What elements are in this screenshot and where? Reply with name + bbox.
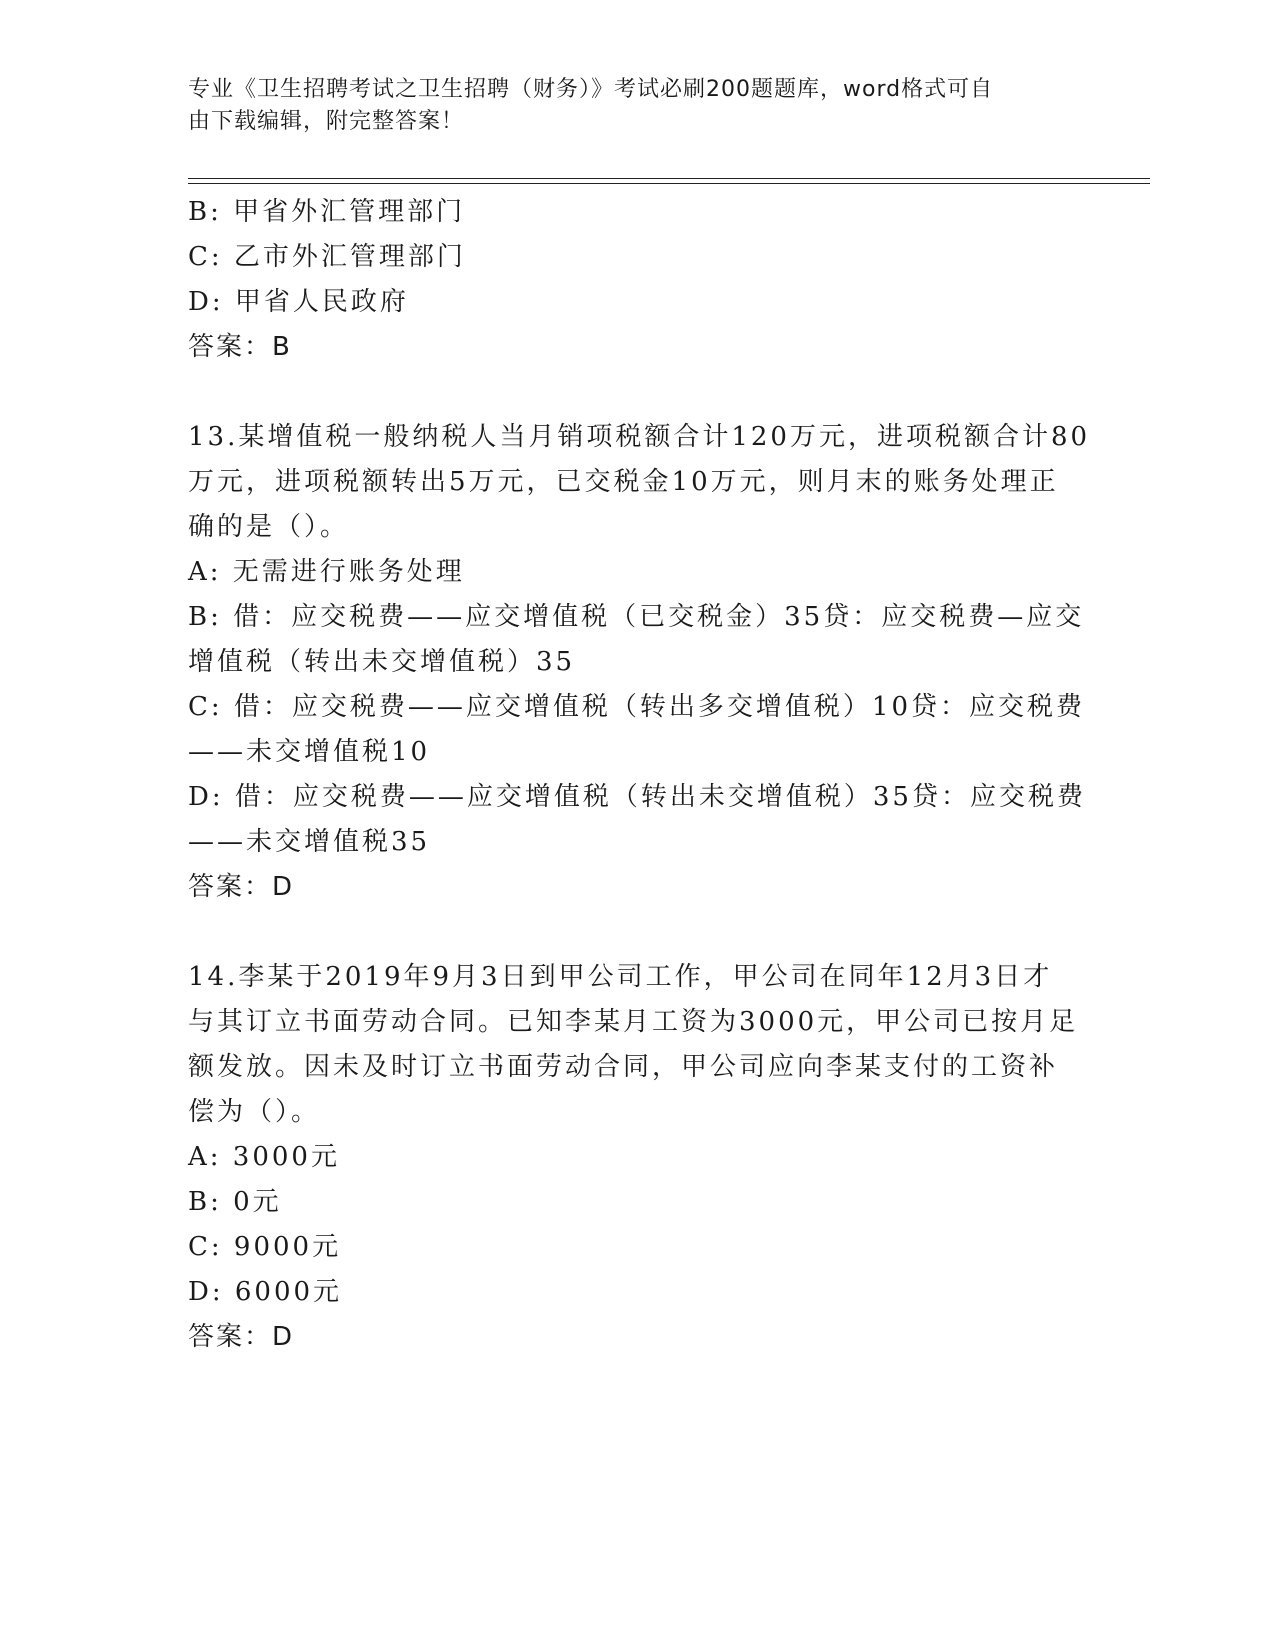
q14-stem-line-1: 14.李某于2019年9月3日到甲公司工作，甲公司在同年12月3日才 [188,962,1053,992]
q14-option-a: A: 3000元 [188,1142,340,1172]
q13-option-b-line-1: B: 借：应交税费——应交增值税（已交税金）35贷：应交税费—应交 [188,602,1085,632]
question-14-block [188,955,1088,1360]
q13-stem-line-1: 13.某增值税一般纳税人当月销项税额合计120万元，进项税额合计80 [188,422,1091,452]
q13-stem-line-2: 万元，进项税额转出5万元，已交税金10万元，则月末的账务处理正 [188,467,1059,497]
q12-option-b: B: 甲省外汇管理部门 [188,197,466,227]
q13-option-d-line-1: D: 借：应交税费——应交增值税（转出未交增值税）35贷：应交税费 [188,782,1086,812]
question-12-block [188,190,1088,370]
document-header [188,74,1068,138]
q13-option-c-line-1: C: 借：应交税费——应交增值税（转出多交增值税）10贷：应交税费 [188,692,1086,722]
q14-answer: 答案：D [188,1322,295,1352]
header-line-2: 由下载编辑，附完整答案！ [188,109,465,134]
q14-option-c: C: 9000元 [188,1232,342,1262]
question-13-block [188,415,1091,910]
q14-stem-line-3: 额发放。因未及时订立书面劳动合同，甲公司应向李某支付的工资补 [188,1052,1059,1082]
q12-option-d: D: 甲省人民政府 [188,287,409,317]
q14-option-b: B: 0元 [188,1187,282,1217]
q14-stem-line-4: 偿为（）。 [188,1097,321,1127]
spacer [188,910,1088,955]
q14-option-d: D: 6000元 [188,1277,343,1307]
spacer [188,370,1088,415]
header-divider-bottom [188,183,1150,184]
q13-option-a: A: 无需进行账务处理 [188,557,465,587]
q13-answer: 答案：D [188,872,295,902]
header-divider-top [188,178,1150,179]
header-line-1: 专业《卫生招聘考试之卫生招聘（财务）》考试必刷200题题库，word格式可自 [188,77,994,102]
q13-stem-line-3: 确的是（）。 [188,512,350,542]
q12-answer: 答案：B [188,332,292,362]
q13-option-c-line-2: ——未交增值税10 [188,737,431,767]
q13-option-d-line-2: ——未交增值税35 [188,827,431,857]
q14-stem-line-2: 与其订立书面劳动合同。已知李某月工资为3000元，甲公司已按月足 [188,1007,1079,1037]
q13-option-b-line-2: 增值税（转出未交增值税）35 [188,647,576,677]
document-body [188,190,1091,1360]
q12-option-c: C: 乙市外汇管理部门 [188,242,466,272]
